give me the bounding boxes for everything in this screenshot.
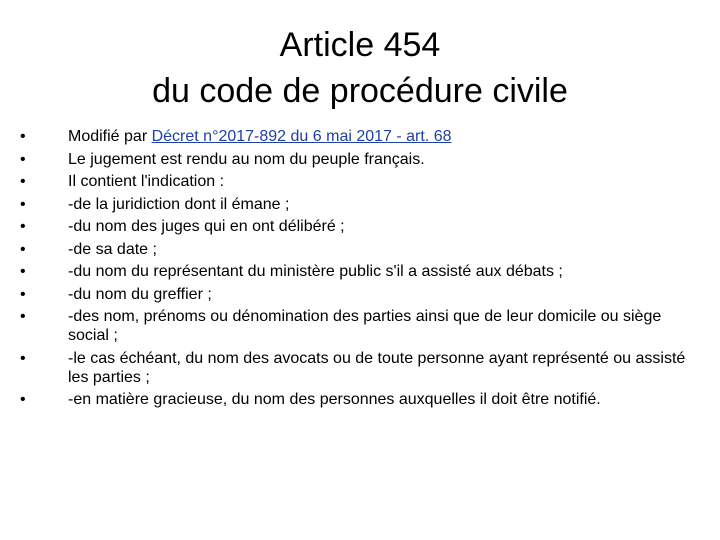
item-text: -des nom, prénoms ou dénomination des parties ainsi que de leur domicile ou siège social ; [68, 308, 662, 344]
page-title [0, 22, 720, 114]
item-text: -de la juridiction dont il émane ; [68, 195, 290, 213]
bullet-icon: • [20, 263, 26, 280]
bullet-icon: • [20, 195, 26, 213]
list-item [20, 285, 700, 304]
list-item [20, 349, 700, 387]
bullet-list [20, 127, 700, 413]
list-item [20, 217, 700, 236]
list-item [20, 262, 700, 281]
item-text: -le cas échéant, du nom des avocats ou de toute personne ayant représenté ou assisté les parties ; [68, 349, 686, 386]
item-text: -en matière gracieuse, du nom des personnes auxquelles il doit être notifié. [68, 391, 601, 408]
bullet-icon: • [20, 218, 26, 235]
list-item [20, 195, 700, 214]
item-text: Il contient l'indication : [68, 173, 225, 190]
bullet-icon: • [20, 240, 26, 258]
bullet-icon: • [20, 128, 26, 145]
item-text: Le jugement est rendu au nom du peuple français. [68, 150, 425, 168]
item-text: -du nom du greffier ; [68, 285, 212, 303]
decree-link[interactable]: Décret n°2017-892 du 6 mai 2017 - art. 68 [151, 128, 452, 145]
title-line-2: du code de procédure civile [152, 72, 568, 110]
title-line-1: Article 454 [279, 26, 441, 64]
list-item [20, 390, 700, 409]
list-item [20, 307, 700, 345]
list-item [20, 240, 700, 259]
list-item [20, 172, 700, 191]
bullet-icon: • [20, 308, 26, 325]
item-text: -du nom du représentant du ministère public s'il a assisté aux débats ; [68, 263, 563, 280]
list-item [20, 127, 700, 146]
item-text: Modifié par [68, 128, 152, 145]
bullet-icon: • [20, 349, 26, 367]
bullet-icon: • [20, 391, 26, 408]
bullet-icon: • [20, 173, 26, 190]
bullet-icon: • [20, 285, 26, 303]
bullet-icon: • [20, 150, 26, 168]
item-text: -de sa date ; [68, 240, 157, 258]
list-item [20, 150, 700, 169]
item-text: -du nom des juges qui en ont délibéré ; [68, 218, 345, 235]
